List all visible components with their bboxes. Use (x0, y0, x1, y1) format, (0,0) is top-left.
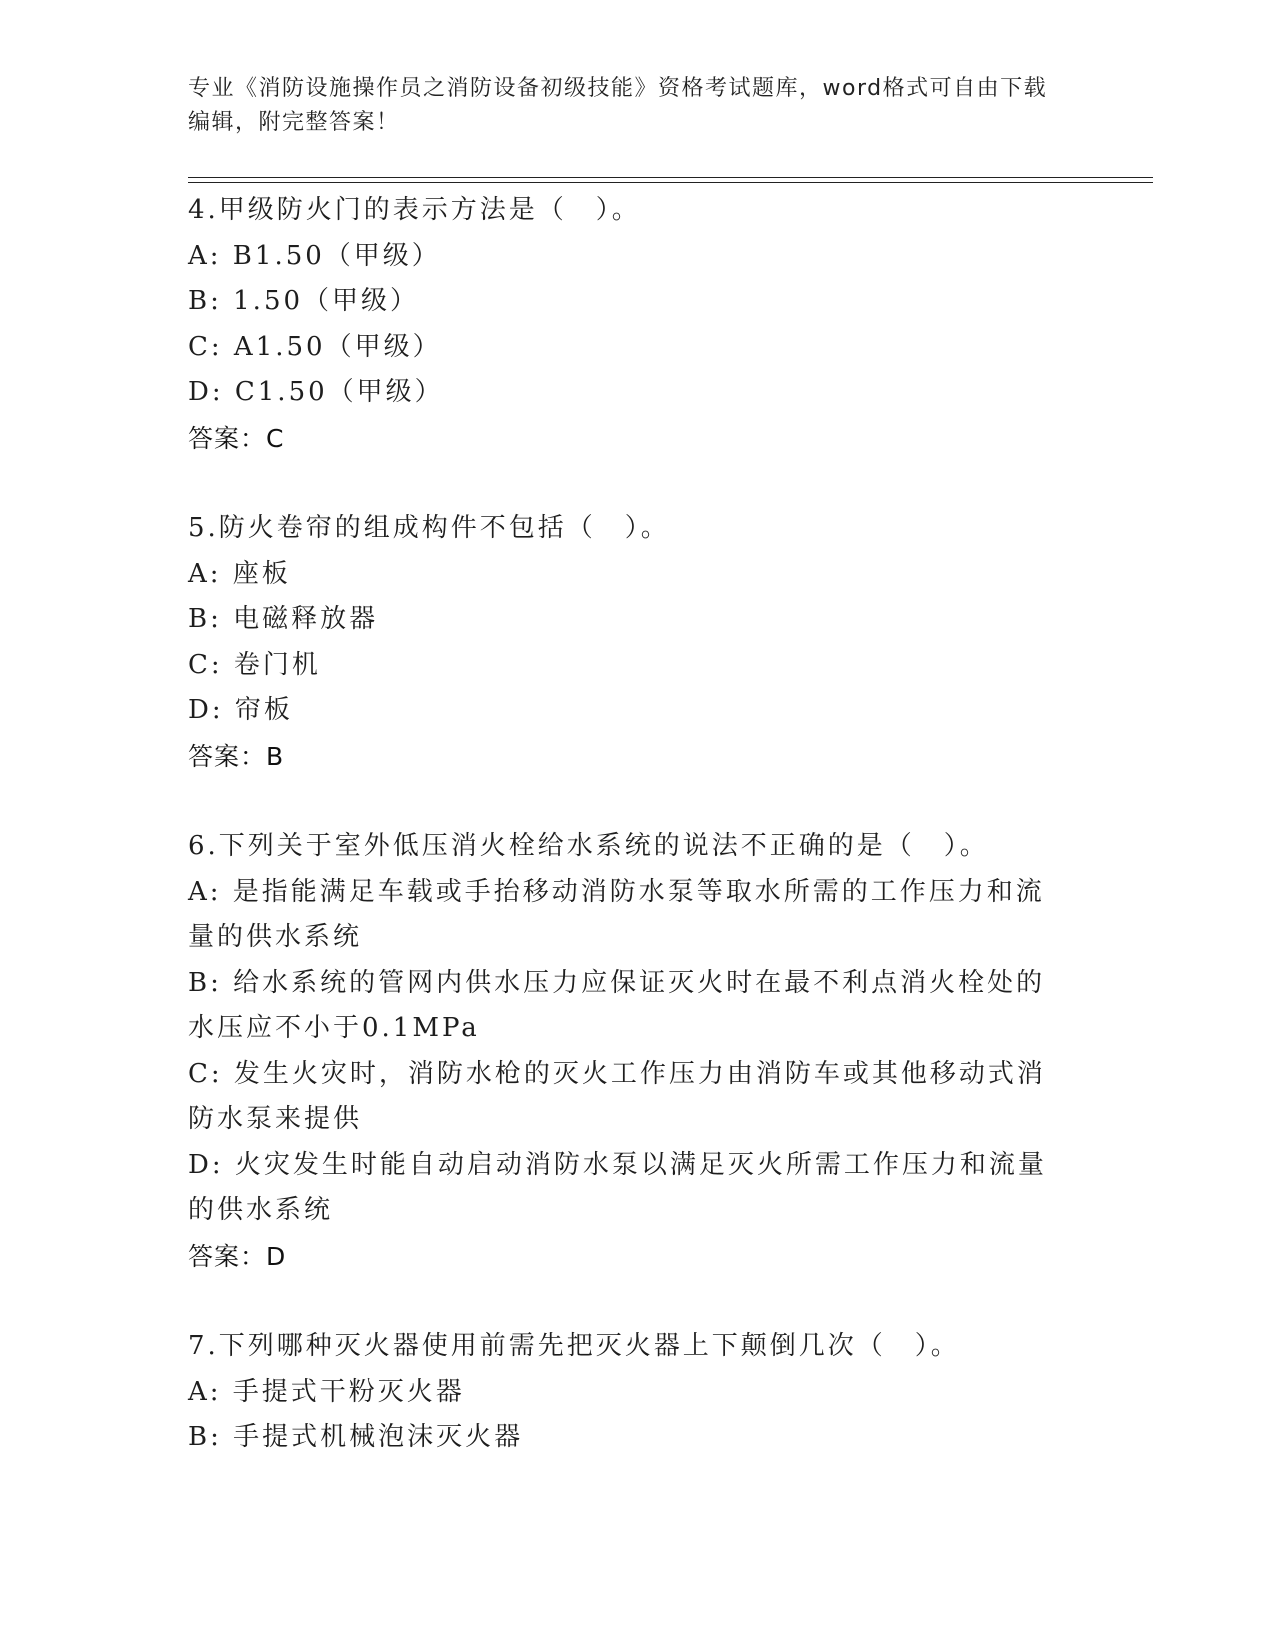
option-b: B: 给水系统的管网内供水压力应保证灭火时在最不利点消火栓处的水压应不小于0.1MPa (188, 967, 1046, 1043)
option-b: B: 手提式机械泡沫灭火器 (188, 1422, 524, 1452)
question-stem: 5.防火卷帘的组成构件不包括（ ）。 (188, 513, 670, 543)
question-stem: 7.下列哪种灭火器使用前需先把灭火器上下颠倒几次（ ）。 (188, 1331, 960, 1361)
option-d: D: 帘板 (188, 695, 293, 725)
document-intro: 专业《消防设施操作员之消防设备初级技能》资格考试题库，word格式可自由下载编辑，附完整答案！ (188, 76, 1048, 135)
option-c: C: 卷门机 (188, 649, 321, 680)
question-5 (188, 506, 1068, 779)
question-4 (188, 188, 1068, 461)
header-divider-double (188, 182, 1153, 183)
header-divider (188, 177, 1153, 178)
answer-line: 答案：C (188, 423, 285, 453)
option-d: D: C1.50（甲级） (188, 377, 444, 407)
option-d: D: 火灾发生时能自动启动消防水泵以满足灭火所需工作压力和流量的供水系统 (188, 1149, 1047, 1225)
option-a: A: 是指能满足车载或手抬移动消防水泵等取水所需的工作压力和流量的供水系统 (188, 876, 1045, 952)
question-stem: 6.下列关于室外低压消火栓给水系统的说法不正确的是（ ）。 (188, 831, 989, 861)
option-a: A: B1.50（甲级） (188, 240, 441, 271)
question-list (188, 188, 1068, 1506)
answer-line: 答案：B (188, 741, 285, 771)
question-6 (188, 824, 1068, 1279)
answer-line: 答案：D (188, 1241, 287, 1271)
option-c: C: A1.50（甲级） (188, 331, 442, 362)
option-b: B: 电磁释放器 (188, 604, 379, 634)
question-7 (188, 1324, 1068, 1461)
question-stem: 4.甲级防火门的表示方法是（ ）。 (188, 195, 641, 225)
option-a: A: 座板 (188, 558, 291, 589)
option-a: A: 手提式干粉灭火器 (188, 1376, 465, 1407)
option-b: B: 1.50（甲级） (188, 286, 420, 316)
option-c: C: 发生火灾时，消防水枪的灭火工作压力由消防车或其他移动式消防水泵来提供 (188, 1058, 1046, 1134)
